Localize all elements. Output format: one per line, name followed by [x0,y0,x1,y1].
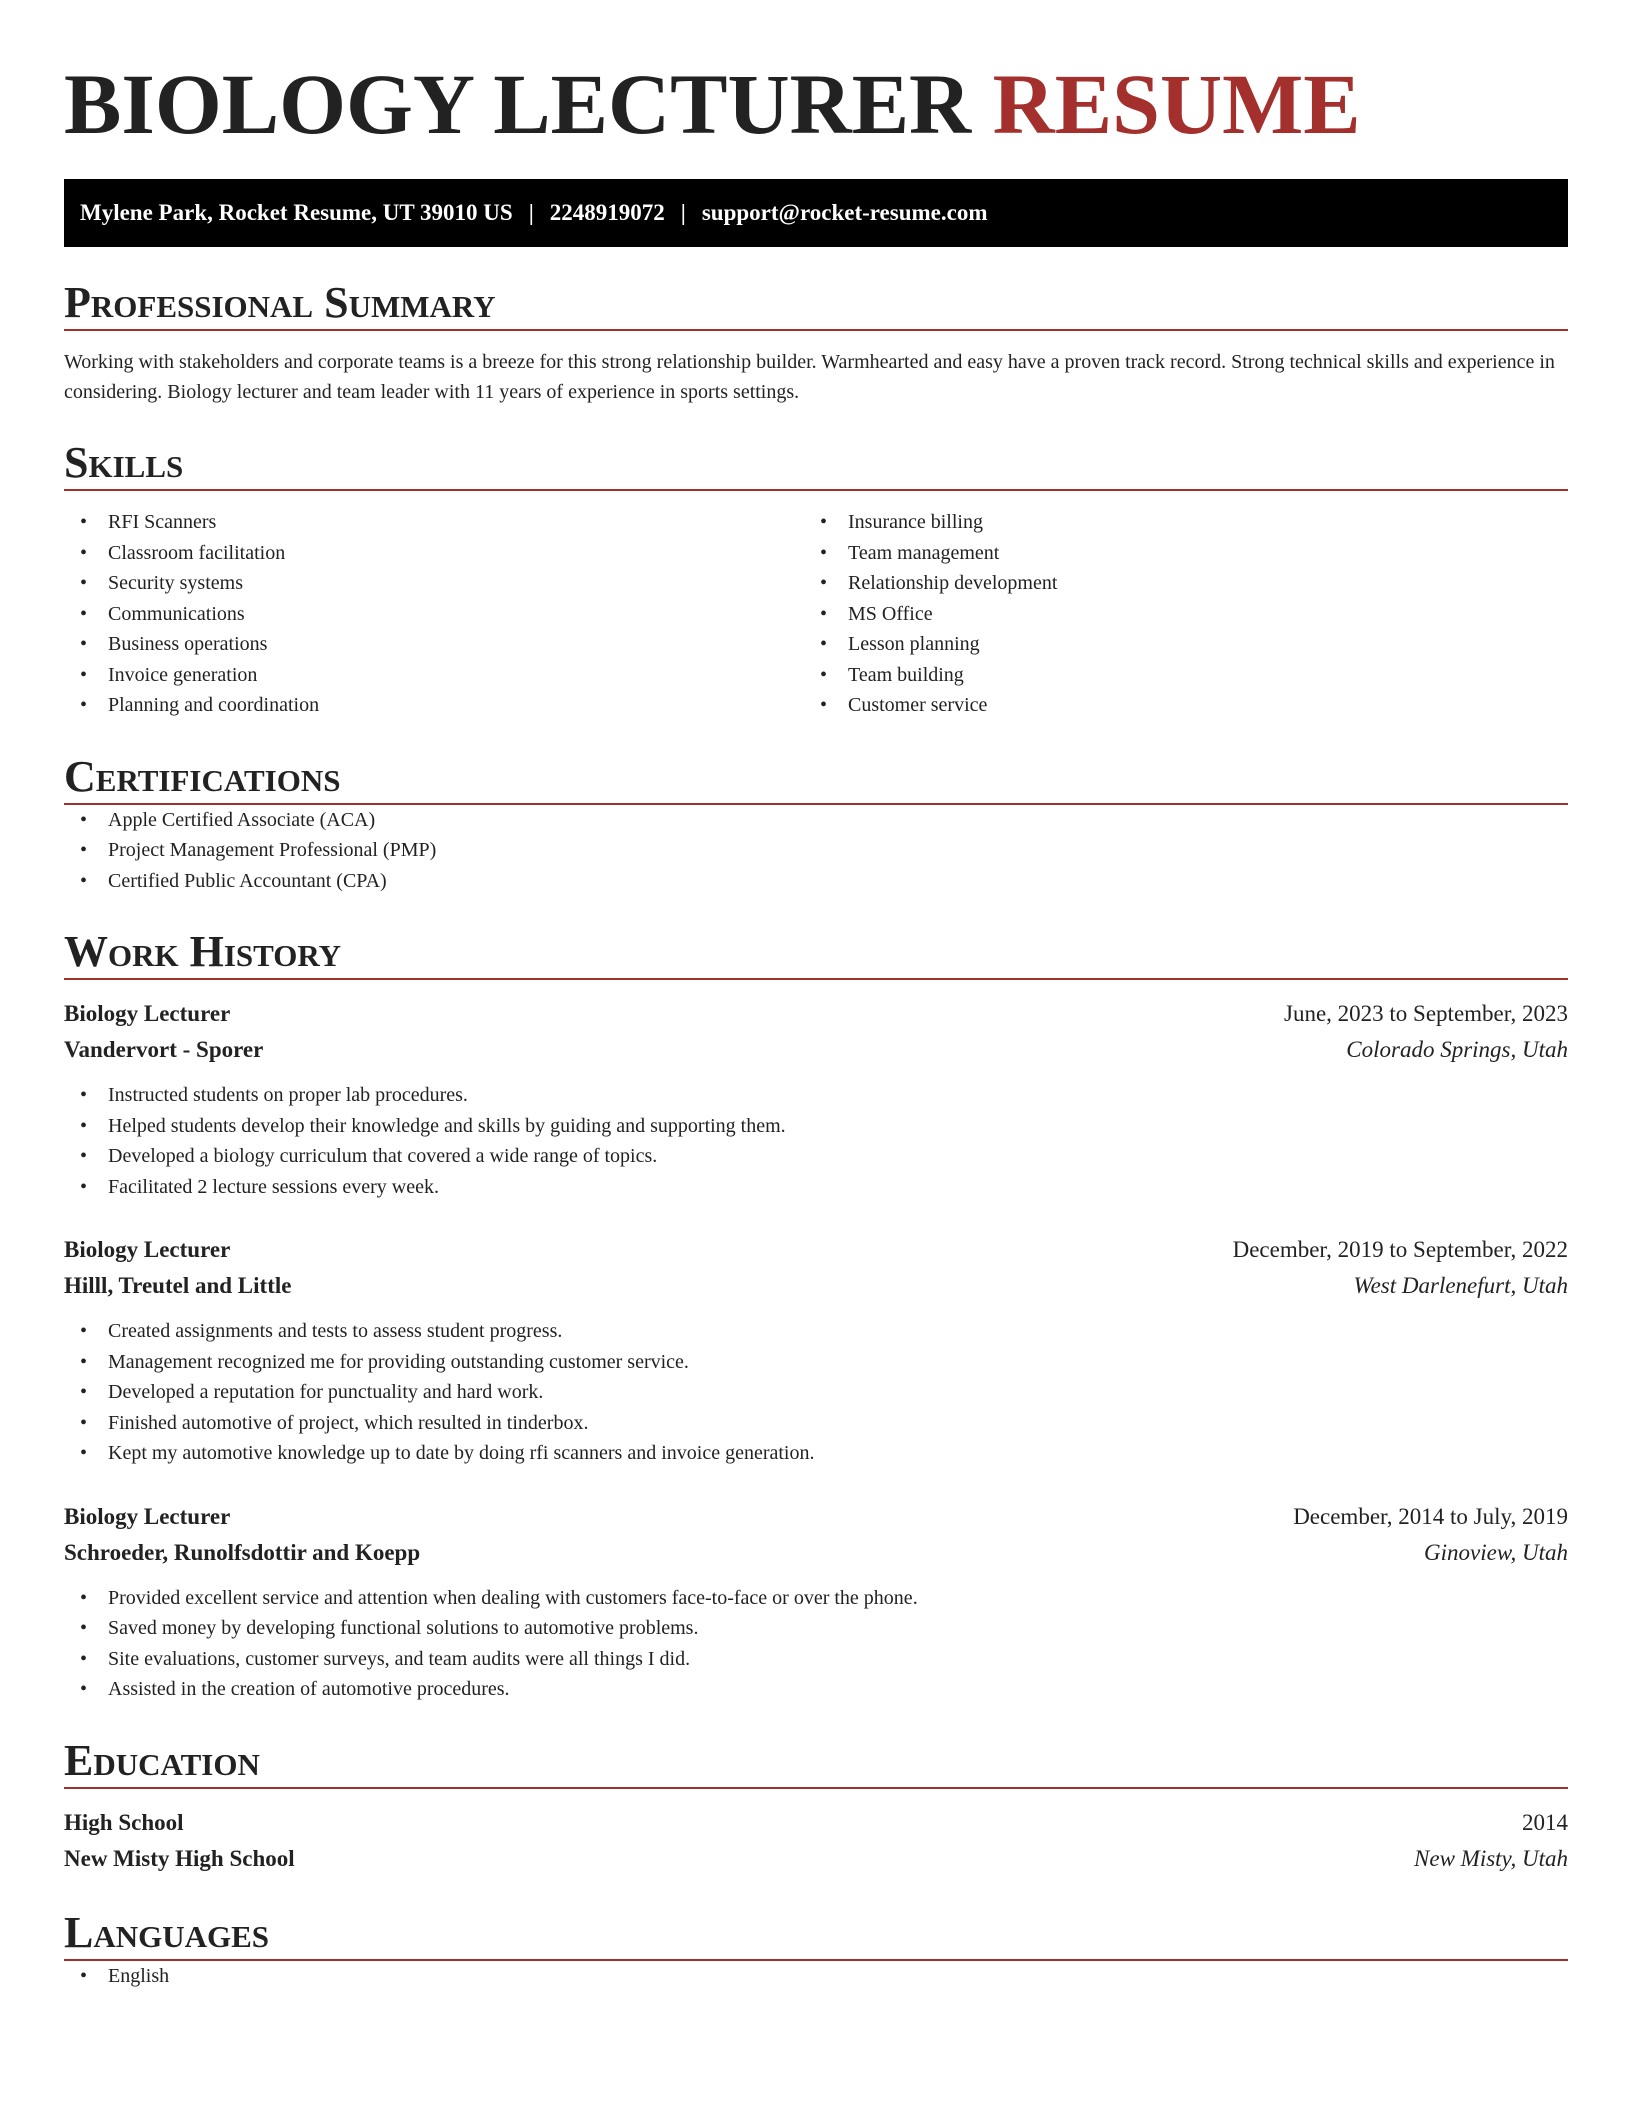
skills-list-right [804,507,1544,721]
section-divider [64,978,1568,980]
language-item: • English [64,1961,1568,1992]
education-location: New Misty, Utah [1414,1845,1568,1871]
certification-item: • Project Management Professional (PMP) [64,835,1568,866]
job-dates: December, 2014 to July, 2019 [1293,1503,1568,1529]
job-bullet: • Assisted in the creation of automotive procedures. [64,1674,1568,1705]
section-divider [64,329,1568,331]
job-bullets [64,1583,1568,1705]
job-bullets [64,1316,1568,1469]
job-dates: June, 2023 to September, 2023 [1284,1001,1568,1026]
contact-separator: | [528,200,534,225]
section-heading-languages: Languages [64,1907,270,1957]
job-title: Biology Lecturer [64,1237,231,1262]
skill-item: • Security systems [64,568,804,599]
job-header-row [64,1499,1568,1535]
contact-bar [64,179,1568,247]
education-school: New Misty High School [64,1845,295,1871]
section-heading-education: Education [64,1735,260,1785]
education-entry [64,1805,1568,1877]
job-header-row [64,996,1568,1032]
job-bullet: • Saved money by developing functional solutions to automotive problems. [64,1613,1568,1644]
job-title: Biology Lecturer [64,1001,231,1026]
skills-section [64,437,1568,721]
skill-item: • Lesson planning [804,629,1544,660]
section-heading-summary: Professional Summary [64,278,496,327]
job-bullet: • Helped students develop their knowledge and skills by guiding and supporting them. [64,1111,1568,1142]
skill-item: • Team management [804,538,1544,569]
contact-email: support@rocket-resume.com [701,200,988,225]
job-bullet: • Kept my automotive knowledge up to date by doing rfi scanners and invoice generation. [64,1438,1568,1469]
section-heading-work-history: Work History [64,927,342,976]
education-year: 2014 [1522,1809,1568,1835]
resume-title [64,0,1568,152]
job-company: Vandervort - Sporer [64,1037,264,1062]
contact-phone: 2248919072 [549,200,665,225]
certification-item: • Apple Certified Associate (ACA) [64,805,1568,836]
work-history-section [64,926,1568,1705]
job-bullet: • Instructed students on proper lab procedures. [64,1080,1568,1111]
job-location: West Darlenefurt, Utah [1353,1273,1568,1298]
section-heading-certifications: Certifications [64,751,341,801]
job-entry [64,996,1568,1202]
skill-item: • Customer service [804,690,1544,721]
skills-list-left [64,507,804,721]
job-company: Hilll, Treutel and Little [64,1273,292,1298]
title-accent: RESUME [992,56,1361,152]
job-dates: December, 2019 to September, 2022 [1232,1237,1568,1262]
job-company-row [64,1032,1568,1068]
education-header-row [64,1805,1568,1841]
section-divider [64,1787,1568,1789]
certifications-list [64,805,1568,897]
contact-address: Mylene Park, Rocket Resume, UT 39010 US [80,200,513,225]
job-company: Schroeder, Runolfsdottir and Koepp [64,1539,421,1565]
job-bullet: • Developed a reputation for punctuality and hard work. [64,1377,1568,1408]
education-school-row [64,1841,1568,1877]
job-company-row [64,1535,1568,1571]
job-bullet: • Provided excellent service and attention when dealing with customers face-to-face or over the phone. [64,1583,1568,1614]
job-company-row [64,1268,1568,1304]
skill-item: • Business operations [64,629,804,660]
job-bullet: • Developed a biology curriculum that covered a wide range of topics. [64,1141,1568,1172]
skill-item: • Invoice generation [64,660,804,691]
job-bullet: • Management recognized me for providing outstanding customer service. [64,1347,1568,1378]
skills-grid [64,507,1568,721]
contact-separator: | [680,200,686,225]
summary-text: Working with stakeholders and corporate teams is a breeze for this strong relationship builder. Warmhearted and easy have a proven track record. Strong technical skills and experience in considering. Biology lecturer and team leader with 11 years of experience in sports settings. [64,351,1555,403]
skill-item: • MS Office [804,599,1544,630]
job-header-row [64,1232,1568,1268]
skill-item: • Planning and coordination [64,690,804,721]
skill-item: • Team building [804,660,1544,691]
job-bullet: • Site evaluations, customer surveys, and team audits were all things I did. [64,1644,1568,1675]
title-main: BIOLOGY LECTURER [64,56,972,152]
job-entry [64,1499,1568,1705]
job-location: Colorado Springs, Utah [1346,1037,1568,1062]
languages-section [64,1907,1568,1992]
summary-section [64,277,1568,407]
skill-item: • Relationship development [804,568,1544,599]
languages-list [64,1961,1568,1992]
job-location: Ginoview, Utah [1424,1539,1568,1565]
skill-item: • RFI Scanners [64,507,804,538]
job-title: Biology Lecturer [64,1503,231,1529]
certifications-section [64,751,1568,897]
section-heading-skills: Skills [64,438,184,487]
certification-item: • Certified Public Accountant (CPA) [64,866,1568,897]
job-bullet: • Facilitated 2 lecture sessions every week. [64,1172,1568,1203]
skill-item: • Communications [64,599,804,630]
education-degree: High School [64,1809,184,1835]
job-bullets [64,1080,1568,1202]
skill-item: • Insurance billing [804,507,1544,538]
job-entry [64,1232,1568,1469]
section-divider [64,489,1568,491]
education-section [64,1735,1568,1877]
job-bullet: • Created assignments and tests to assess student progress. [64,1316,1568,1347]
job-bullet: • Finished automotive of project, which resulted in tinderbox. [64,1408,1568,1439]
skill-item: • Classroom facilitation [64,538,804,569]
